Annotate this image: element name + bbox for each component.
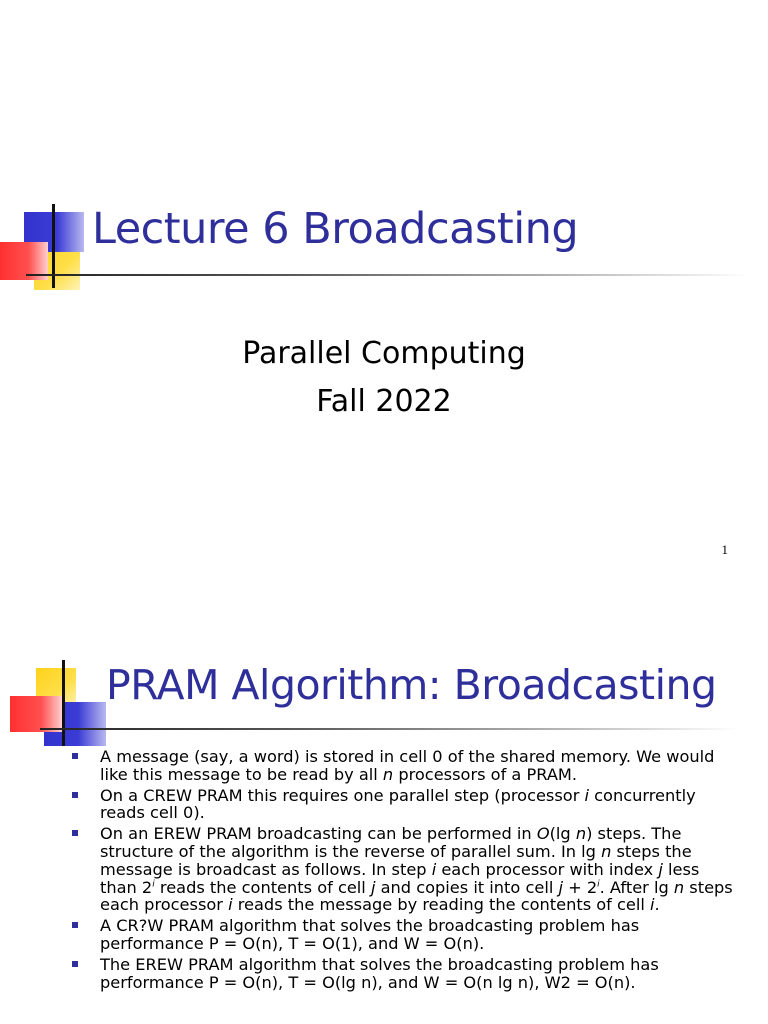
list-item: The EREW PRAM algorithm that solves the broadcasting problem has performance P = O(n), T = O(lg n), and W = O(n lg n), W2 = O(n). — [70, 956, 738, 992]
bullet-list — [70, 748, 738, 994]
subtitle-term: Fall 2022 — [316, 384, 452, 419]
list-item: On an EREW PRAM broadcasting can be performed in O(lg n) steps. The structure of the algorithm is the reverse of parallel sum. In lg n steps the message is broadcast as follows. In step i each processor with index j less than 2$^i$ reads the contents of cell j and copies it into cell $j + 2^i$. After lg n steps each processor i reads the message by reading the contents of cell i. — [70, 825, 738, 914]
subtitle-course: Parallel Computing — [242, 336, 526, 371]
bullet-square-icon — [72, 753, 78, 759]
bullet-square-icon — [72, 830, 78, 836]
slide-2-title: PRAM Algorithm: Broadcasting — [106, 661, 717, 709]
page-number: 1 — [721, 542, 728, 557]
bullet-square-icon — [72, 792, 78, 798]
list-item: On a CREW PRAM this requires one parallel step (processor i concurrently reads cell 0). — [70, 787, 738, 823]
slide-title: Lecture 6 Broadcasting — [92, 204, 579, 254]
list-item: A message (say, a word) is stored in cell 0 of the shared memory. We would like this message to be read by all n processors of a PRAM. — [70, 748, 738, 784]
bullet-square-icon — [72, 922, 78, 928]
list-item: A CR?W PRAM algorithm that solves the broadcasting problem has performance P = O(n), T = O(1), and W = O(n). — [70, 917, 738, 953]
bullet-square-icon — [72, 961, 78, 967]
